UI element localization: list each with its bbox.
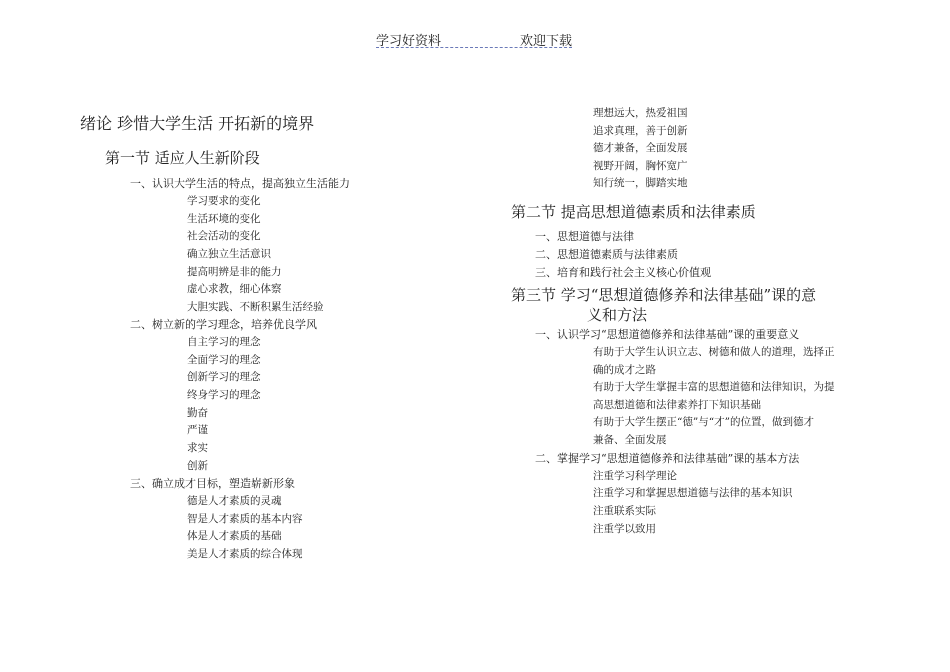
list-item: 提高明辨是非的能力 [187,266,282,278]
paragraph-line: 有助于大学生掌握丰富的思想道德和法律知识，为提 [593,381,835,393]
list-item: 注重学习和掌握思想道德与法律的基本知识 [593,487,793,499]
section-3-heading-cont: 义和方法 [587,306,648,324]
list-item: 大胆实践、不断积累生活经验 [187,301,324,313]
list-item: 德才兼备，全面发展 [593,142,688,154]
list-item: 智是人才素质的基本内容 [187,513,303,525]
list-item: 终身学习的理念 [187,389,261,401]
list-item: 理想远大，热爱祖国 [593,107,688,119]
list-item: 注重联系实际 [593,505,656,517]
list-item: 虚心求教，细心体察 [187,283,282,295]
list-item: 创新学习的理念 [187,371,261,383]
subsection-1-3: 三、确立成才目标，塑造崭新形象 [130,477,295,490]
paragraph-line: 有助于大学生认识立志、树德和做人的道理，选择正 [593,346,835,358]
header-underline [376,47,572,48]
list-item: 德是人才素质的灵魂 [187,495,282,507]
list-item: 社会活动的变化 [187,230,261,242]
list-item: 勤奋 [187,407,208,419]
list-item: 严谨 [187,424,208,436]
list-item: 追求真理，善于创新 [593,125,688,137]
section-1-heading: 第一节 适应人生新阶段 [105,149,260,167]
paragraph-line: 确的成才之路 [593,364,656,376]
paragraph-line: 兼备、全面发展 [593,434,667,446]
list-item: 注重学以致用 [593,523,656,535]
list-item: 体是人才素质的基础 [187,530,282,542]
subsection-2-3: 三、培育和践行社会主义核心价值观 [535,266,711,279]
list-item: 美是人才素质的综合体现 [187,548,303,560]
subsection-1-2: 二、树立新的学习理念，培养优良学风 [130,318,317,331]
chapter-title: 绪论 珍惜大学生活 开拓新的境界 [80,114,315,133]
subsection-3-2: 二、掌握学习“思想道德修养和法律基础”课的基本方法 [535,452,800,465]
list-item: 求实 [187,442,208,454]
subsection-2-1: 一、思想道德与法律 [535,230,634,243]
subsection-3-1: 一、认识学习“思想道德修养和法律基础”课的重要意义 [535,328,800,341]
paragraph-line: 有助于大学生摆正“德”与“才”的位置，做到德才 [593,416,814,428]
list-item: 生活环境的变化 [187,213,261,225]
list-item: 自主学习的理念 [187,336,261,348]
paragraph-line: 高思想道德和法律素养打下知识基础 [593,399,761,411]
subsection-1-1: 一、认识大学生活的特点，提高独立生活能力 [130,177,350,190]
list-item: 确立独立生活意识 [187,248,271,260]
header-right-text: 欢迎下载 [520,34,573,49]
list-item: 视野开阔，胸怀宽广 [593,160,688,172]
subsection-2-2: 二、思想道德素质与法律素质 [535,248,678,261]
list-item: 注重学习科学理论 [593,470,677,482]
list-item: 全面学习的理念 [187,354,261,366]
list-item: 学习要求的变化 [187,195,261,207]
section-2-heading: 第二节 提高思想道德素质和法律素质 [511,203,756,221]
page-header [0,30,950,50]
list-item: 知行统一，脚踏实地 [593,177,688,189]
list-item: 创新 [187,460,208,472]
header-left-text: 学习好资料 [376,34,442,49]
section-3-heading: 第三节 学习“思想道德修养和法律基础”课的意 [511,286,817,304]
